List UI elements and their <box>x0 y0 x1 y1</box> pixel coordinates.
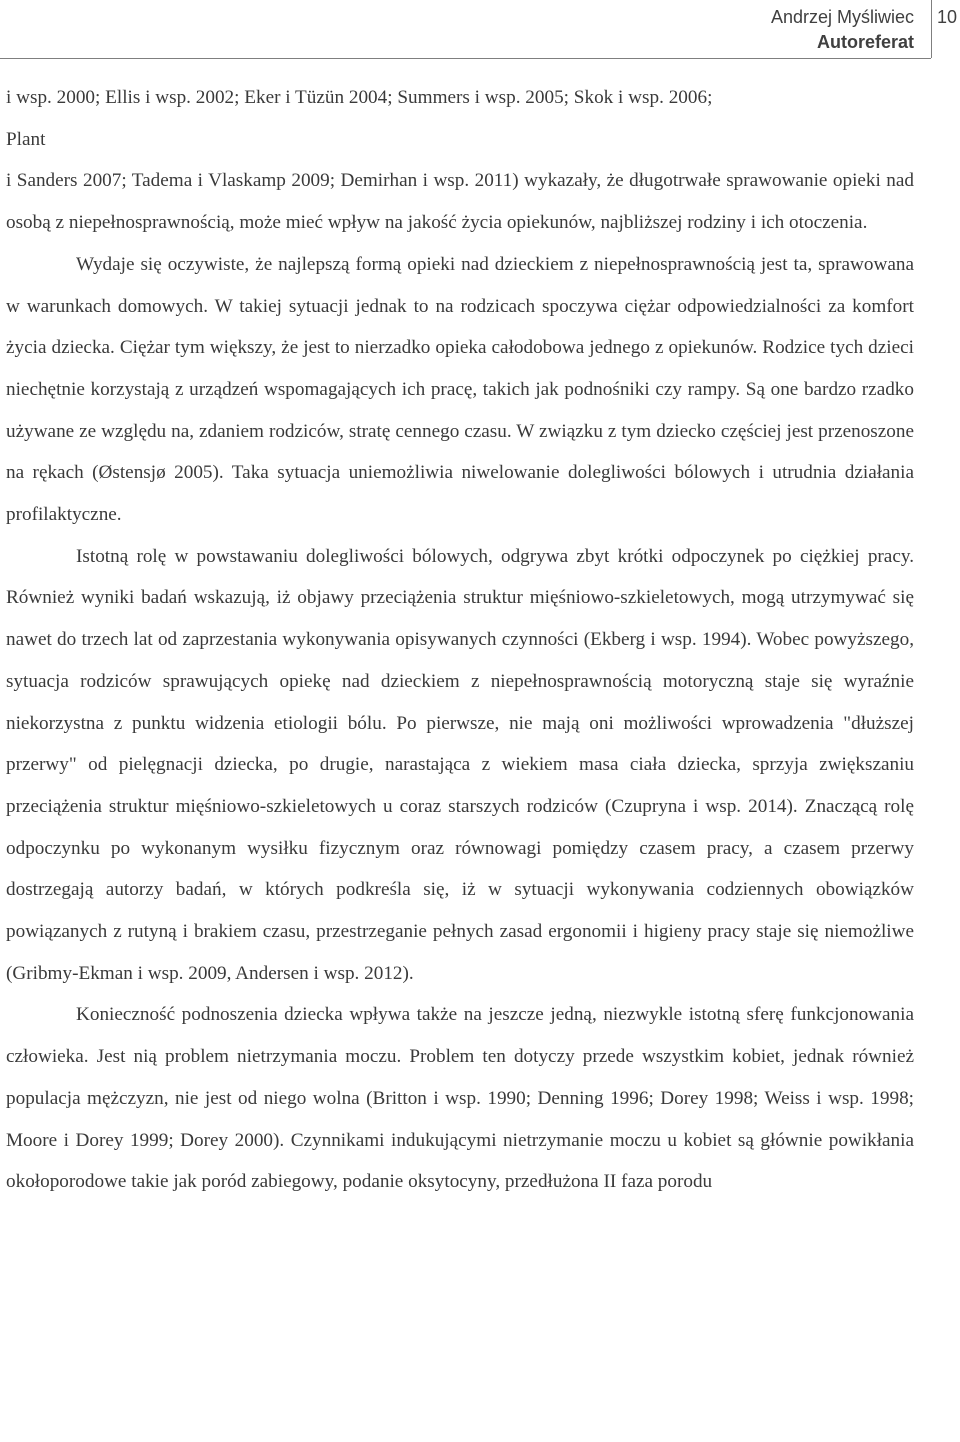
paragraph-2: Istotną rolę w powstawaniu dolegliwości bólowych, odgrywa zbyt krótki odpoczynek po ciężkiej pracy. Również wyniki badań wskazują, iż objawy przeciążenia struktur mięśniowo-szkieletowych, mogą utrzymywać się nawet do trzech lat od zaprzestania wykonywania opisywanych czynności (Ekberg i wsp. 1994). Wobec powyższego, sytuacja rodziców sprawujących opiekę nad dzieckiem z niepełnosprawnością motoryczną staje się wyraźnie niekorzystna z punktu widzenia etiologii bólu. Po pierwsze, nie mają oni możliwości wprowadzenia "dłuższej przerwy" od pielęgnacji dziecka, po drugie, narastająca z wiekiem masa ciała dziecka, sprzyja zwiększaniu przeciążenia struktur mięśniowo-szkieletowych u coraz starszych rodziców (Czupryna i wsp. 2014). Znaczącą rolę odpoczynku po wykonanym wysiłku fizycznym oraz równowagi pomiędzy czasem pracy, a czasem przerwy dostrzegają autorzy badań, w których podkreśla się, iż w sytuacji wykonywania codziennych obowiązków powiązanych z rutyną i brakiem czasu, przestrzeganie pełnych zasad ergonomii i higieny pracy staje się niemożliwe (Gribmy-Ekman i wsp. 2009, Andersen i wsp. 2012). <box>6 545 914 984</box>
header-divider <box>0 58 931 59</box>
document-body <box>6 77 914 1203</box>
intro-line-1: i wsp. 2000; Ellis i wsp. 2002; Eker i Tüzün 2004; Summers i wsp. 2005; Skok i wsp. 2006; <box>6 87 713 108</box>
header-vertical-divider <box>931 0 932 58</box>
intro-rest: i Sanders 2007; Tadema i Vlaskamp 2009; Demirhan i wsp. 2011) wykazały, że długotrwałe sprawowanie opieki nad osobą z niepełnosprawnością, może mieć wpływ na jakość życia opiekunów, najbliższej rodziny i ich otoczenia. <box>6 170 914 234</box>
paragraph-1: Wydaje się oczywiste, że najlepszą formą opieki nad dzieckiem z niepełnosprawnością jest ta, sprawowana w warunkach domowych. W takiej sytuacji jednak to na rodzicach spoczywa ciężar odpowiedzialności za komfort życia dziecka. Ciężar tym większy, że jest to nierzadko opieka całodobowa jednego z opiekunów. Rodzice tych dzieci niechętnie korzystają z urządzeń wspomagających ich pracę, takich jak podnośniki czy rampy. Są one bardzo rzadko używane ze względu na, zdaniem rodziców, stratę cennego czasu. W związku z tym dziecko częściej jest przenoszone na rękach (Østensjø 2005). Taka sytuacja uniemożliwia niwelowanie dolegliwości bólowych i utrudnia działania profilaktyczne. <box>6 253 914 526</box>
header-title: Autoreferat <box>816 32 914 52</box>
header-author: Andrzej Myśliwiec <box>770 7 914 27</box>
page-number: 10 <box>937 7 958 27</box>
intro-line-2: Plant <box>6 128 46 150</box>
paragraph-3: Konieczność podnoszenia dziecka wpływa także na jeszcze jedną, niezwykle istotną sferę funkcjonowania człowieka. Jest nią problem nietrzymania moczu. Problem ten dotyczy przede wszystkim kobiet, jednak również populacja mężczyzn, nie jest od niego wolna (Britton i wsp. 1990; Denning 1996; Dorey 1998; Weiss i wsp. 1998; Moore i Dorey 1999; Dorey 2000). Czynnikami indukującymi nietrzymanie moczu u kobiet są głównie powikłania okołoporodowe takie jak poród zabiegowy, podanie oksytocyny, przedłużona II faza porodu <box>6 1004 914 1193</box>
page-header <box>0 0 960 62</box>
header-text <box>771 5 914 55</box>
intro-paragraph <box>6 77 914 244</box>
